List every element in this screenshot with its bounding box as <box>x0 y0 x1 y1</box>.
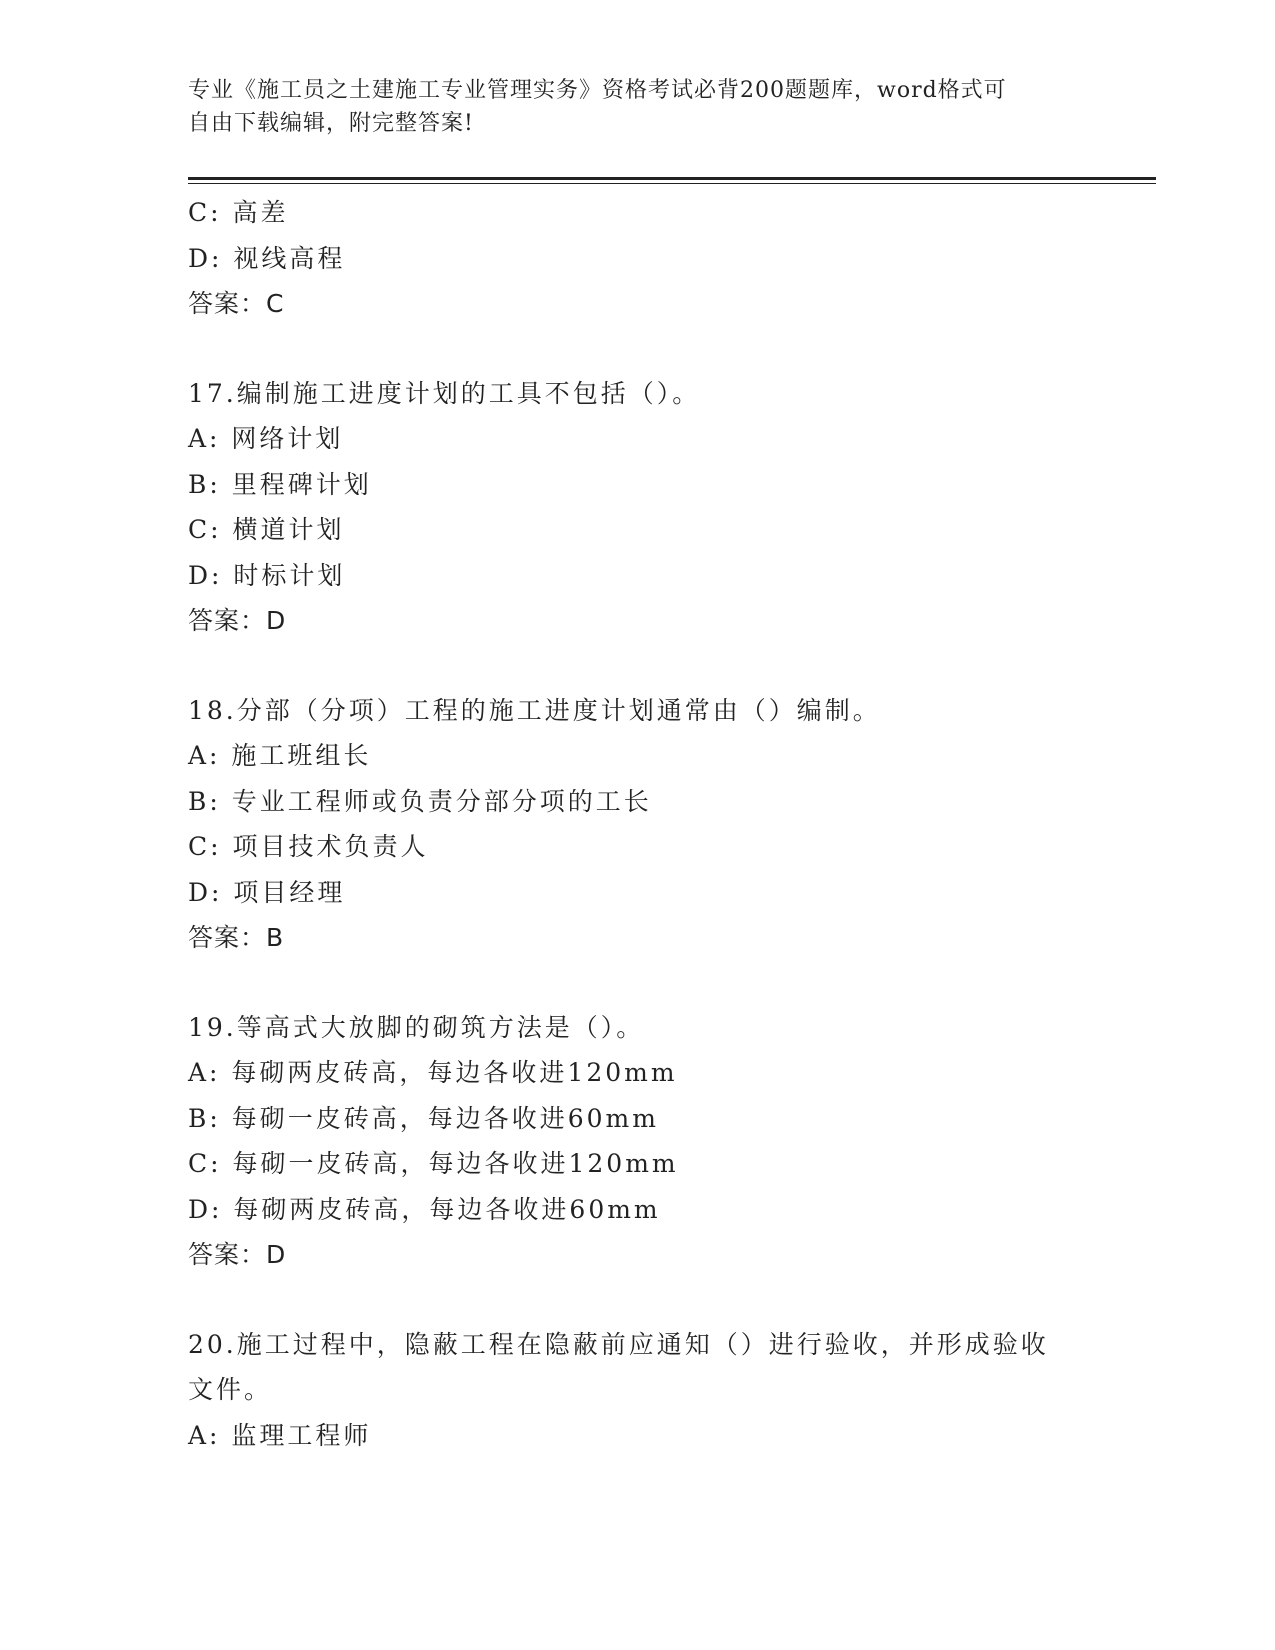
header-divider-thick <box>188 177 1156 180</box>
question-18 <box>188 688 1088 961</box>
answer-line: 答案：C <box>188 289 285 318</box>
option-c: C: 每砌一皮砖高，每边各收进120mm <box>188 1149 679 1178</box>
option-a: A: 监理工程师 <box>188 1420 372 1450</box>
question-stem-line-2: 文件。 <box>188 1375 273 1404</box>
option-c: C: 项目技术负责人 <box>188 832 429 861</box>
option-c: C: 高差 <box>188 198 289 227</box>
spacer <box>188 1278 1088 1322</box>
option-c: C: 横道计划 <box>188 515 345 544</box>
question-stem-line-1: 20.施工过程中，隐蔽工程在隐蔽前应通知（）进行验收，并形成验收 <box>188 1329 1049 1359</box>
option-b: B: 专业工程师或负责分部分项的工长 <box>188 786 652 816</box>
answer-line: 答案：D <box>188 1240 287 1269</box>
header-line-1: 专业《施工员之土建施工专业管理实务》资格考试必背200题题库，word格式可 <box>188 78 1007 103</box>
spacer <box>188 961 1088 1005</box>
option-d: D: 视线高程 <box>188 243 346 273</box>
answer-line: 答案：D <box>188 606 287 635</box>
question-continued <box>188 190 1088 327</box>
spacer <box>188 327 1088 371</box>
header-divider-thin <box>188 183 1156 184</box>
option-a: A: 网络计划 <box>188 424 344 453</box>
question-17 <box>188 371 1088 644</box>
question-stem: 17.编制施工进度计划的工具不包括（）。 <box>188 378 701 408</box>
option-d: D: 时标计划 <box>188 560 346 590</box>
answer-line: 答案：B <box>188 923 285 952</box>
spacer <box>188 644 1088 688</box>
question-stem: 19.等高式大放脚的砌筑方法是（）。 <box>188 1012 645 1042</box>
option-b: B: 里程碑计划 <box>188 469 372 499</box>
question-20 <box>188 1322 1088 1459</box>
option-a: A: 施工班组长 <box>188 741 372 770</box>
header-line-2: 自由下载编辑，附完整答案! <box>188 111 474 136</box>
option-a: A: 每砌两皮砖高，每边各收进120mm <box>188 1058 678 1087</box>
question-stem: 18.分部（分项）工程的施工进度计划通常由（）编制。 <box>188 695 881 725</box>
option-d: D: 项目经理 <box>188 877 346 907</box>
option-d: D: 每砌两皮砖高，每边各收进60mm <box>188 1194 661 1224</box>
option-b: B: 每砌一皮砖高，每边各收进60mm <box>188 1103 659 1133</box>
document-body <box>188 190 1088 1458</box>
page-header <box>188 74 1068 140</box>
question-19 <box>188 1005 1088 1278</box>
